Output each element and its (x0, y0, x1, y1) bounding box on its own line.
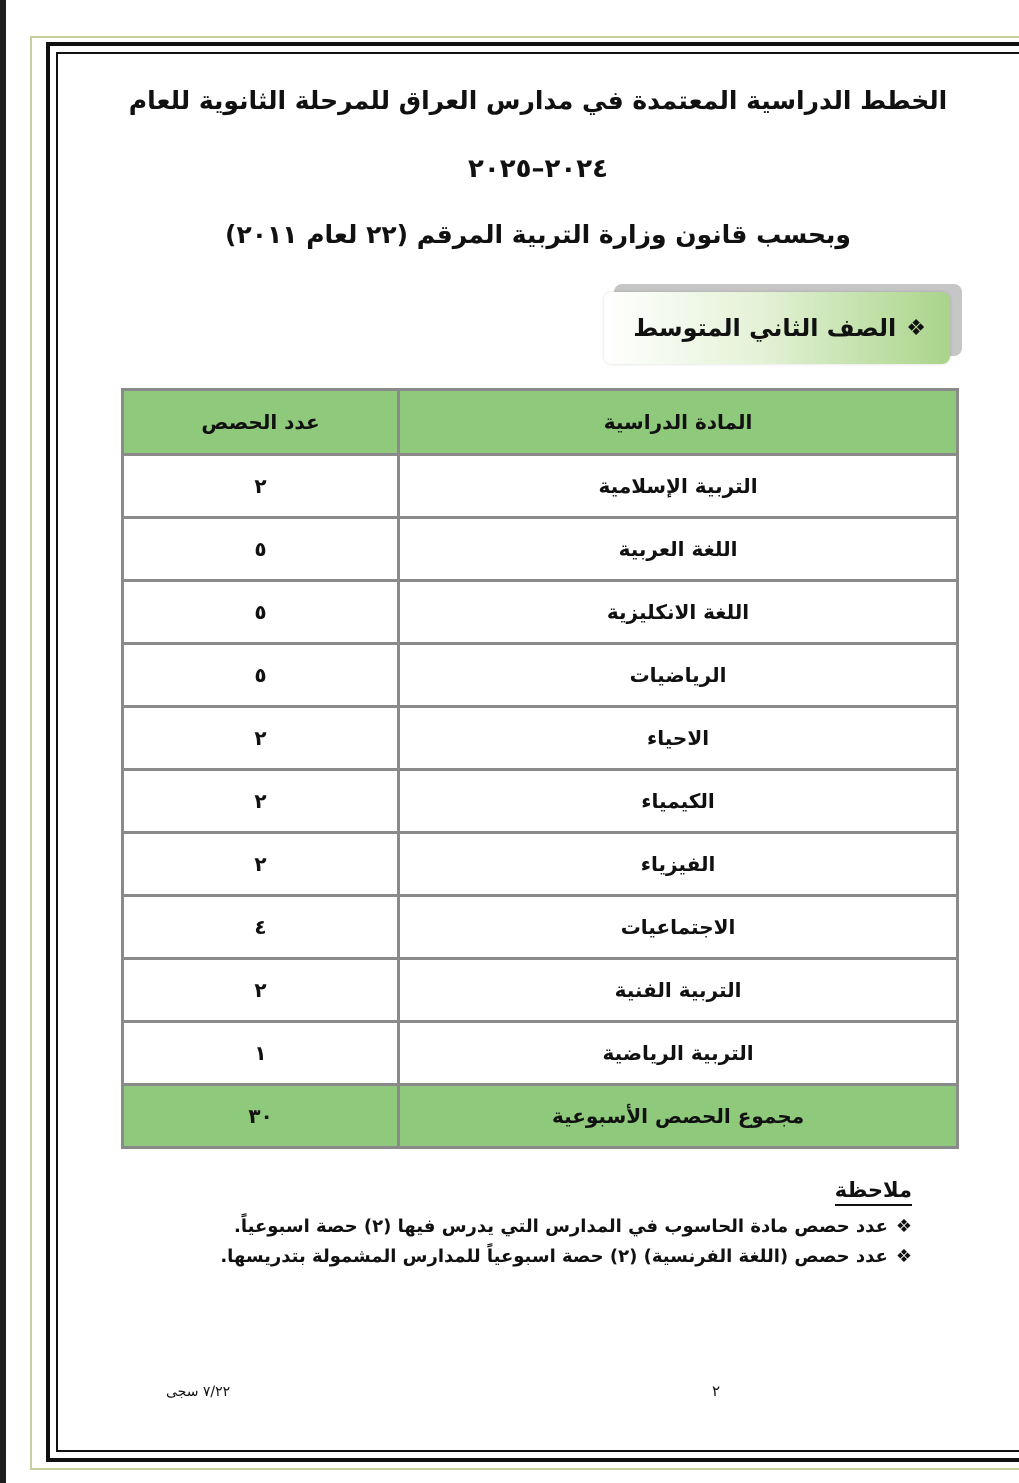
study-plan-table (121, 388, 959, 1149)
academic-year: ٢٠٢٤–٢٠٢٥ (468, 154, 608, 184)
table-row (123, 833, 958, 896)
diamond-bullet-icon: ❖ (895, 1216, 912, 1237)
note-item (180, 1212, 912, 1242)
table-row (123, 455, 958, 518)
table-row (123, 896, 958, 959)
subject-cell: الاحياء (399, 707, 958, 770)
table-row (123, 959, 958, 1022)
table-row (123, 707, 958, 770)
footer-reference: ٧/٢٢ سجى (166, 1384, 231, 1400)
periods-cell: ٤ (123, 896, 399, 959)
periods-cell: ٢ (123, 770, 399, 833)
note-text: عدد حصص مادة الحاسوب في المدارس التي يدرس فيها (٢) حصة اسبوعياً. (234, 1216, 888, 1237)
periods-cell: ٥ (123, 581, 399, 644)
subject-cell: اللغة العربية (399, 518, 958, 581)
note-item (180, 1242, 912, 1272)
law-reference: وبحسب قانون وزارة التربية المرقم (٢٢ لعام ٢٠١١) (225, 220, 851, 249)
table-row (123, 518, 958, 581)
table-row (123, 1022, 958, 1085)
notes-section (180, 1178, 912, 1272)
diamond-bullet-icon: ❖ (895, 1246, 912, 1267)
periods-cell: ٢ (123, 833, 399, 896)
subject-column-header: المادة الدراسية (399, 390, 958, 455)
subject-cell: التربية الإسلامية (399, 455, 958, 518)
note-text: عدد حصص (اللغة الفرنسية) (٢) حصة اسبوعياً للمدارس المشمولة بتدريسها. (220, 1246, 888, 1267)
notes-title: ملاحظة (835, 1178, 912, 1206)
page-number: ٢ (712, 1382, 721, 1400)
periods-cell: ٢ (123, 707, 399, 770)
periods-cell: ٥ (123, 518, 399, 581)
total-value: ٣٠ (123, 1085, 399, 1148)
grade-heading (604, 292, 950, 364)
subject-cell: الاجتماعيات (399, 896, 958, 959)
grade-label: الصف الثاني المتوسط (633, 314, 897, 342)
table-row (123, 581, 958, 644)
periods-cell: ٢ (123, 959, 399, 1022)
subject-cell: اللغة الانكليزية (399, 581, 958, 644)
total-label: مجموع الحصص الأسبوعية (399, 1085, 958, 1148)
total-row (123, 1085, 958, 1148)
subject-cell: الفيزياء (399, 833, 958, 896)
periods-cell: ٢ (123, 455, 399, 518)
periods-column-header: عدد الحصص (123, 390, 399, 455)
table-header-row (123, 390, 958, 455)
periods-cell: ١ (123, 1022, 399, 1085)
periods-cell: ٥ (123, 644, 399, 707)
subject-cell: التربية الرياضية (399, 1022, 958, 1085)
table-row (123, 770, 958, 833)
document-title: الخطط الدراسية المعتمدة في مدارس العراق للمرحلة الثانوية للعام (128, 86, 948, 115)
subject-cell: التربية الفنية (399, 959, 958, 1022)
diamond-bullet-icon: ❖ (906, 315, 926, 341)
subject-cell: الكيمياء (399, 770, 958, 833)
subject-cell: الرياضيات (399, 644, 958, 707)
table-row (123, 644, 958, 707)
